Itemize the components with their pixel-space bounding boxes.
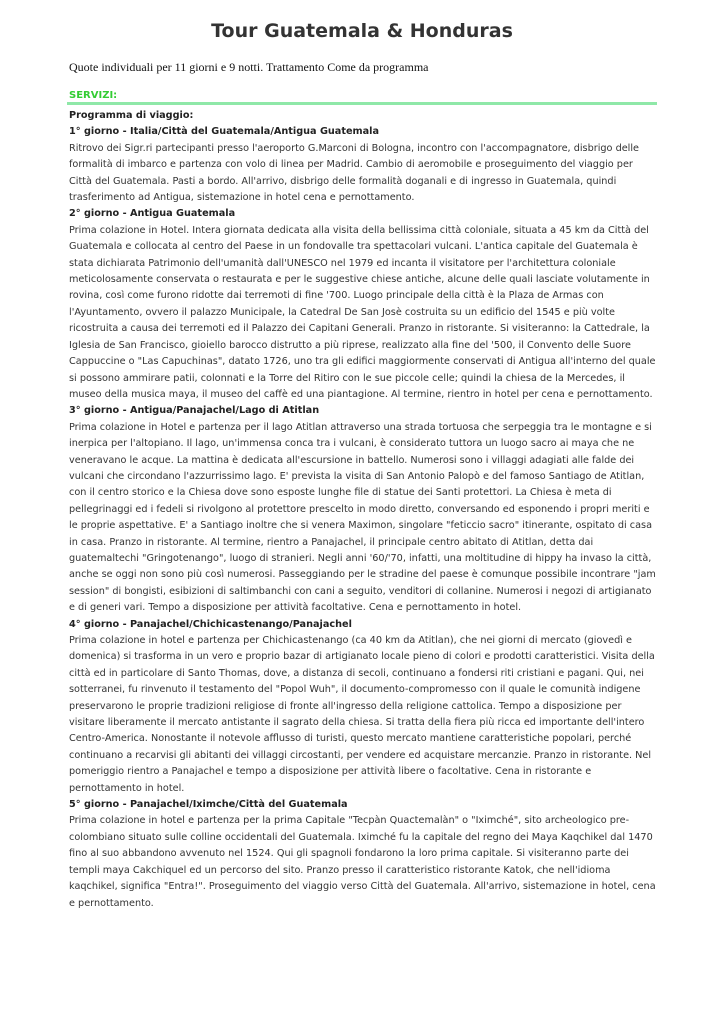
day-2-heading: 2° giorno - Antigua Guatemala (69, 208, 236, 220)
day-3-text: Prima colazione in Hotel e partenza per il lago Atitlan attraverso una strada tortuosa che serpeggia tra le montagne e si inerpica per l'altopiano. Il lago, un'immensa conca tra i vulcani, è considerato tuttora un luogo sacro ai maya che ne veneravano le acque. La mattina è dedicata all'escursione in battello. Numerosi sono i villaggi adagiati alle falde dei vulcani che circondano l'azzurrissimo lago. E' prevista la visita di San Antonio Palopò e del famoso Santiago de Atitlan, con il centro storico e la Chiesa dove sono esposte lunghe file di statue dei Santi protettori. La Chiesa è meta di pellegrinaggi ed i fedeli si rivolgono al protettore prescelto in modo diretto, conversando ed esponendo i propri meriti e le proprie aspettative. E' a Santiago inoltre che si venera Maximon, singolare "feticcio sacro" itinerante, ospitato di casa in casa. Pranzo in ristorante. Al termine, rientro a Panajachel, il principale centro abitato di Atitlan, detta dai guatemaltechi "Gringotenango", luogo di stranieri. Negli anni '60/'70, infatti, una moltitudine di hippy ha invaso la città, anche se oggi non sono più così numerosi. Passeggiando per le stradine del paese è comunque possibile incontrare "jam session" di bongisti, esibizioni di saltimbanchi con cani a seguito, venditori di collanine. Numerosi i negozi di artigianato e di generi vari. Tempo a disposizione per attività facoltative. Cena e pernottamento in hotel. (69, 421, 656, 614)
itinerary-content (69, 108, 657, 912)
day-4-heading: 4° giorno - Panajachel/Chichicastenango/Panajachel (69, 618, 352, 630)
day-3-heading: 3° giorno - Antigua/Panajachel/Lago di Atitlan (69, 405, 320, 417)
day-5-heading: 5° giorno - Panajachel/Iximche/Città del Guatemala (69, 799, 348, 811)
day-5-text: Prima colazione in hotel e partenza per la prima Capitale "Tecpàn Quactemalàn" o "Iximché", sito archeologico pre-colombiano situato sulle colline occidentali del Guatemala. Iximché fu la capitale del regno dei Maya Kaqchikel dal 1470 fino al suo abbandono avvenuto nel 1524. Qui gli spagnoli fondarono la loro prima capitale. Si visiteranno parte dei templi maya Cakchiquel ed un percorso del sito. Pranzo presso il caratteristico ristorante Katok, che nell'idioma kaqchikel, significa "Entra!". Proseguimento del viaggio verso Città del Guatemala. All'arrivo, sistemazione in hotel, cena e pernottamento. (69, 815, 656, 909)
day-4-text: Prima colazione in hotel e partenza per Chichicastenango (ca 40 km da Atitlan), che nei giorni di mercato (giovedì e domenica) si trasforma in un vero e proprio bazar di artigianato locale pieno di colori e prodotti caratteristici. Visita della città ed in particolare di Santo Thomas, dove, a distanza di secoli, continuano a fondersi riti cristiani e pagani. Qui, nei sotterranei, fu rinvenuto il testamento del "Popol Wuh", il documento-compromesso con il quale le comunità indigene preservarono le proprie tradizioni religiose di fronte all'ingresso della religione cattolica. Tempo a disposizione per visitare liberamente il mercato antistante il sagrato della chiesa. Si tratta della fiera più ricca ed importante dell'intero Centro-America. Nonostante il notevole afflusso di turisti, questo mercato mantiene caratteristiche popolari, perché continuano a recarvisi gli abitanti dei villaggi circostanti, per vendere ed acquistare mercanzie. Pranzo in ristorante. Nel pomeriggio rientro a Panajachel e tempo a disposizione per attività libere o facoltative. Cena in ristorante e pernottamento in hotel. (69, 635, 655, 794)
services-label: SERVIZI: (69, 90, 118, 101)
day-1-text: Ritrovo dei Sigr.ri partecipanti presso l'aeroporto G.Marconi di Bologna, incontro con l'accompagnatore, disbrigo delle formalità di imbarco e partenza con volo di linea per Madrid. Cambio di aeromobile e proseguimento del viaggio per Città del Guatemala. Pasti a bordo. All'arrivo, disbrigo delle formalità doganali e di ingresso in Guatemala, quindi trasferimento ad Antigua, sistemazione in hotel cena e pernottamento. (69, 142, 640, 204)
section-divider (67, 102, 657, 105)
program-heading: Programma di viaggio: (69, 110, 194, 121)
page-title: Tour Guatemala & Honduras (211, 20, 513, 42)
day-1-heading: 1° giorno - Italia/Città del Guatemala/Antigua Guatemala (69, 126, 380, 138)
day-2-text: Prima colazione in Hotel. Intera giornata dedicata alla visita della bellissima città coloniale, situata a 45 km da Città del Guatemala e collocata al centro del Paese in un fondovalle tra spettacolari vulcani. L'antica capitale del Guatemala è stata dichiarata Patrimonio dell'umanità dall'UNESCO nel 1979 ed incanta il visitatore per l'architettura coloniale meticolosamente conservata o restaurata e per le suggestive chiese antiche, alcune delle quali lasciate volutamente in rovina, così come furono ridotte dai terremoti di fine '700. Luogo principale della città è la Plaza de Armas con l'Ayuntamento, ovvero il palazzo Municipale, la Catedral De San Josè costruita su un edificio del 1545 e più volte ricostruita a causa dei terremoti ed il Palazzo dei Capitani Generali. Pranzo in ristorante. Si visiteranno: la Cattedrale, la Iglesia de San Francisco, gioiello barocco distrutto a più riprese, realizzato alla fine del '500, il Convento delle Suore Cappuccine o "Las Capuchinas", datato 1726, uno tra gli edifici maggiormente conservati di Antigua all'interno del quale si possono ammirare patii, colonnati e la Torre del Ritiro con le sue piccole celle; quindi la chiesa de la Mercedes, il museo della musica maya, il museo del caffè ed una piantagione. Al termine, rientro in hotel per cena e pernottamento. (69, 224, 656, 400)
quote-subtitle: Quote individuali per 11 giorni e 9 notti. Trattamento Come da programma (69, 60, 429, 74)
